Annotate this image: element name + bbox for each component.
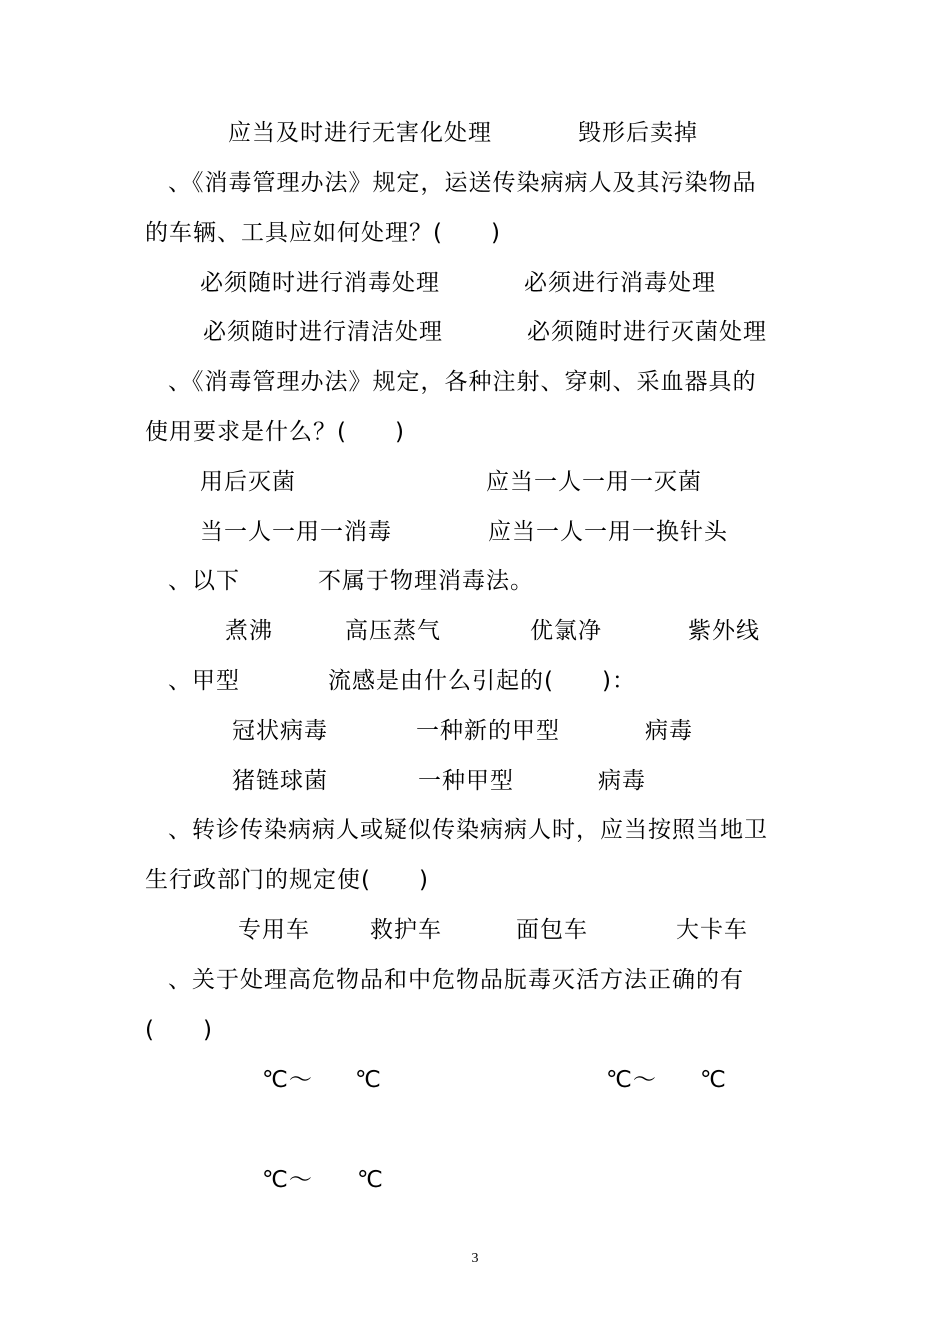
q4-option-a: 冠状病毒 <box>232 718 328 744</box>
q2-stem-line1: 、《消毒管理办法》规定，各种注射、穿刺、采血器具的 <box>168 369 757 395</box>
q3-option-d: 紫外线 <box>688 618 760 644</box>
prev-option-d: 毁形后卖掉 <box>578 120 698 146</box>
q6-option-b-temp-to: ℃ <box>700 1067 727 1093</box>
q4-option-b: 一种新的甲型 <box>416 718 560 744</box>
q4-stem-a: 、甲型 <box>168 668 240 694</box>
q3-option-a: 煮沸 <box>225 618 273 644</box>
q5-option-b: 救护车 <box>370 917 442 943</box>
q6-stem-line1: 、关于处理高危物品和中危物品朊毒灭活方法正确的有 <box>168 967 744 993</box>
page-number: 3 <box>471 1251 479 1266</box>
q1-stem-line1: 、《消毒管理办法》规定，运送传染病病人及其污染物品 <box>168 170 757 196</box>
q1-option-d: 必须随时进行灭菌处理 <box>527 319 767 345</box>
prev-option-c: 应当及时进行无害化处理 <box>228 120 492 146</box>
q5-option-c: 面包车 <box>516 917 588 943</box>
q2-option-a: 用后灭菌 <box>200 469 296 495</box>
q2-option-d: 应当一人一用一换针头 <box>488 519 728 545</box>
q4-option-d-suffix: 病毒 <box>598 768 646 794</box>
q5-option-d: 大卡车 <box>676 917 748 943</box>
q3-stem-a: 、以下 <box>168 568 240 594</box>
q6-option-b-temp-from: ℃～ <box>606 1067 657 1093</box>
q6-option-a-temp-to: ℃ <box>355 1067 382 1093</box>
q1-stem-line2: 的车辆、工具应如何处理？( ) <box>145 220 501 246</box>
q2-option-b: 应当一人一用一灭菌 <box>486 469 702 495</box>
q5-stem-line2: 生行政部门的规定使( ) <box>145 867 429 893</box>
q6-stem-line2: ( ) <box>145 1017 213 1043</box>
q4-option-b-suffix: 病毒 <box>645 718 693 744</box>
q4-option-c: 猪链球菌 <box>232 768 328 794</box>
q2-stem-line2: 使用要求是什么？( ) <box>145 419 405 445</box>
q6-option-c-temp-from: ℃～ <box>262 1167 313 1193</box>
q4-stem-b: 流感是由什么引起的( )： <box>328 668 636 694</box>
q4-option-d: 一种甲型 <box>418 768 514 794</box>
q3-stem-b: 不属于物理消毒法。 <box>318 568 534 594</box>
q5-option-a: 专用车 <box>238 917 310 943</box>
q5-stem-line1: 、转诊传染病病人或疑似传染病病人时，应当按照当地卫 <box>168 817 768 843</box>
q6-option-a-temp-from: ℃～ <box>262 1067 313 1093</box>
q3-option-c: 优氯净 <box>530 618 602 644</box>
q2-option-c: 当一人一用一消毒 <box>200 519 392 545</box>
q1-option-b: 必须进行消毒处理 <box>524 270 716 296</box>
q6-option-c-temp-to: ℃ <box>357 1167 384 1193</box>
q1-option-a: 必须随时进行消毒处理 <box>200 270 440 296</box>
q3-option-b: 高压蒸气 <box>345 618 441 644</box>
q1-option-c: 必须随时进行清洁处理 <box>203 319 443 345</box>
